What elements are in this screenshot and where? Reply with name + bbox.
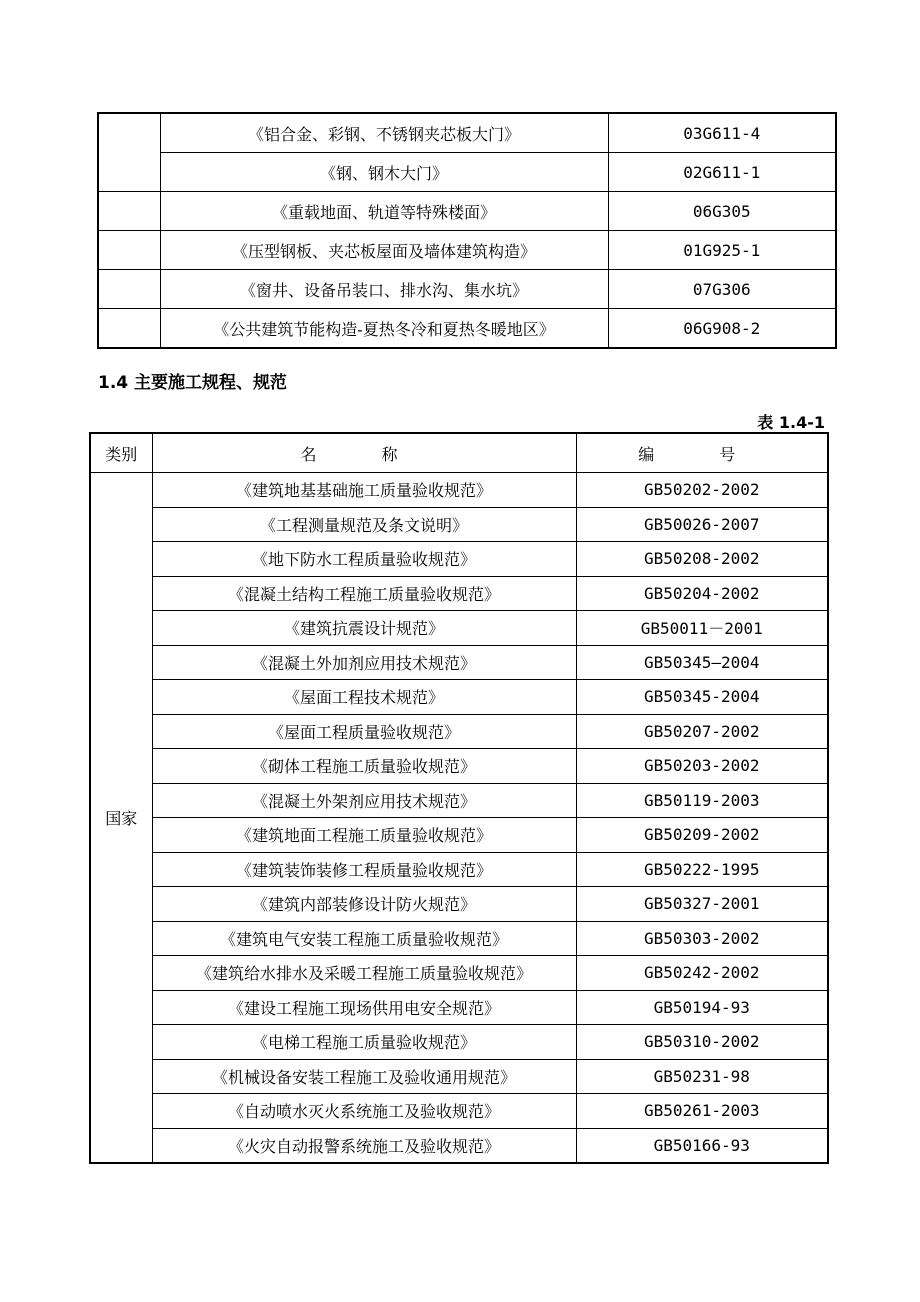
standards-atlas-table <box>97 112 837 349</box>
standard-code: 02G611-1 <box>608 153 836 192</box>
category-cell <box>98 192 160 231</box>
category-cell <box>98 231 160 270</box>
table-row <box>90 1059 828 1094</box>
table-row <box>98 231 836 270</box>
table-row <box>90 542 828 577</box>
table-row <box>90 714 828 749</box>
table-row <box>90 1128 828 1163</box>
regulation-code: GB50242-2002 <box>576 956 828 991</box>
standard-name: 《窗井、设备吊装口、排水沟、集水坑》 <box>160 270 608 309</box>
header-category: 类别 <box>90 433 152 473</box>
standard-name: 《重载地面、轨道等特殊楼面》 <box>160 192 608 231</box>
regulation-name: 《火灾自动报警系统施工及验收规范》 <box>152 1128 576 1163</box>
regulation-name: 《自动喷水灭火系统施工及验收规范》 <box>152 1094 576 1129</box>
regulation-name: 《混凝土外架剂应用技术规范》 <box>152 783 576 818</box>
regulation-name: 《混凝土外加剂应用技术规范》 <box>152 645 576 680</box>
regulation-name: 《电梯工程施工质量验收规范》 <box>152 1025 576 1060</box>
regulation-code: GB50303-2002 <box>576 921 828 956</box>
table-row <box>90 507 828 542</box>
table-row <box>90 1094 828 1129</box>
table-row <box>90 818 828 853</box>
regulation-code: GB50209-2002 <box>576 818 828 853</box>
regulation-name: 《建筑装饰装修工程质量验收规范》 <box>152 852 576 887</box>
table-row <box>90 611 828 646</box>
table-row <box>90 645 828 680</box>
regulation-name: 《屋面工程质量验收规范》 <box>152 714 576 749</box>
regulation-name: 《建筑给水排水及采暖工程施工质量验收规范》 <box>152 956 576 991</box>
regulation-name: 《建筑内部装修设计防火规范》 <box>152 887 576 922</box>
table-row <box>98 153 836 192</box>
table-row <box>90 473 828 508</box>
regulation-code: GB50345—2004 <box>576 645 828 680</box>
regulation-code: GB50345-2004 <box>576 680 828 715</box>
regulation-code: GB50166-93 <box>576 1128 828 1163</box>
table-row <box>98 113 836 153</box>
regulation-code: GB50202-2002 <box>576 473 828 508</box>
regulation-code: GB50261-2003 <box>576 1094 828 1129</box>
regulation-code: GB50194-93 <box>576 990 828 1025</box>
standard-code: 01G925-1 <box>608 231 836 270</box>
table-row <box>90 921 828 956</box>
regulation-name: 《地下防水工程质量验收规范》 <box>152 542 576 577</box>
regulation-code: GB50208-2002 <box>576 542 828 577</box>
regulation-code: GB50207-2002 <box>576 714 828 749</box>
standard-code: 06G305 <box>608 192 836 231</box>
standard-name: 《公共建筑节能构造-夏热冬冷和夏热冬暖地区》 <box>160 309 608 349</box>
standard-code: 03G611-4 <box>608 113 836 153</box>
regulation-code: GB50011－2001 <box>576 611 828 646</box>
table-row <box>98 192 836 231</box>
regulation-name: 《砌体工程施工质量验收规范》 <box>152 749 576 784</box>
regulation-name: 《建设工程施工现场供用电安全规范》 <box>152 990 576 1025</box>
regulation-code: GB50026-2007 <box>576 507 828 542</box>
table-row <box>90 887 828 922</box>
standard-name: 《钢、钢木大门》 <box>160 153 608 192</box>
regulation-name: 《工程测量规范及条文说明》 <box>152 507 576 542</box>
table-row <box>90 852 828 887</box>
category-cell <box>98 309 160 349</box>
table-number: 表 1.4-1 <box>757 413 825 432</box>
standard-name: 《压型钢板、夹芯板屋面及墙体建筑构造》 <box>160 231 608 270</box>
table-row <box>98 270 836 309</box>
regulation-name: 《机械设备安装工程施工及验收通用规范》 <box>152 1059 576 1094</box>
regulations-table <box>89 432 829 1164</box>
table-row <box>90 749 828 784</box>
regulation-name: 《建筑地基基础施工质量验收规范》 <box>152 473 576 508</box>
table-row <box>98 309 836 349</box>
section-heading: 1.4 主要施工规程、规范 <box>98 373 288 393</box>
regulation-code: GB50231-98 <box>576 1059 828 1094</box>
table-row <box>90 1025 828 1060</box>
header-code: 编 号 <box>576 433 828 473</box>
category-cell: 国家 <box>90 473 152 1164</box>
table-row <box>90 956 828 991</box>
regulation-name: 《建筑抗震设计规范》 <box>152 611 576 646</box>
standard-code: 06G908-2 <box>608 309 836 349</box>
table-row <box>90 990 828 1025</box>
regulation-code: GB50203-2002 <box>576 749 828 784</box>
table-row <box>90 783 828 818</box>
regulation-name: 《建筑地面工程施工质量验收规范》 <box>152 818 576 853</box>
regulation-name: 《混凝土结构工程施工质量验收规范》 <box>152 576 576 611</box>
table-row <box>90 576 828 611</box>
category-cell <box>98 270 160 309</box>
regulation-code: GB50327-2001 <box>576 887 828 922</box>
standard-code: 07G306 <box>608 270 836 309</box>
regulation-name: 《屋面工程技术规范》 <box>152 680 576 715</box>
regulation-code: GB50222-1995 <box>576 852 828 887</box>
regulation-code: GB50310-2002 <box>576 1025 828 1060</box>
regulation-name: 《建筑电气安装工程施工质量验收规范》 <box>152 921 576 956</box>
regulation-code: GB50119-2003 <box>576 783 828 818</box>
header-name: 名 称 <box>152 433 576 473</box>
regulation-code: GB50204-2002 <box>576 576 828 611</box>
standard-name: 《铝合金、彩钢、不锈钢夹芯板大门》 <box>160 113 608 153</box>
table-row <box>90 680 828 715</box>
category-cell <box>98 113 160 192</box>
table-header-row <box>90 433 828 473</box>
